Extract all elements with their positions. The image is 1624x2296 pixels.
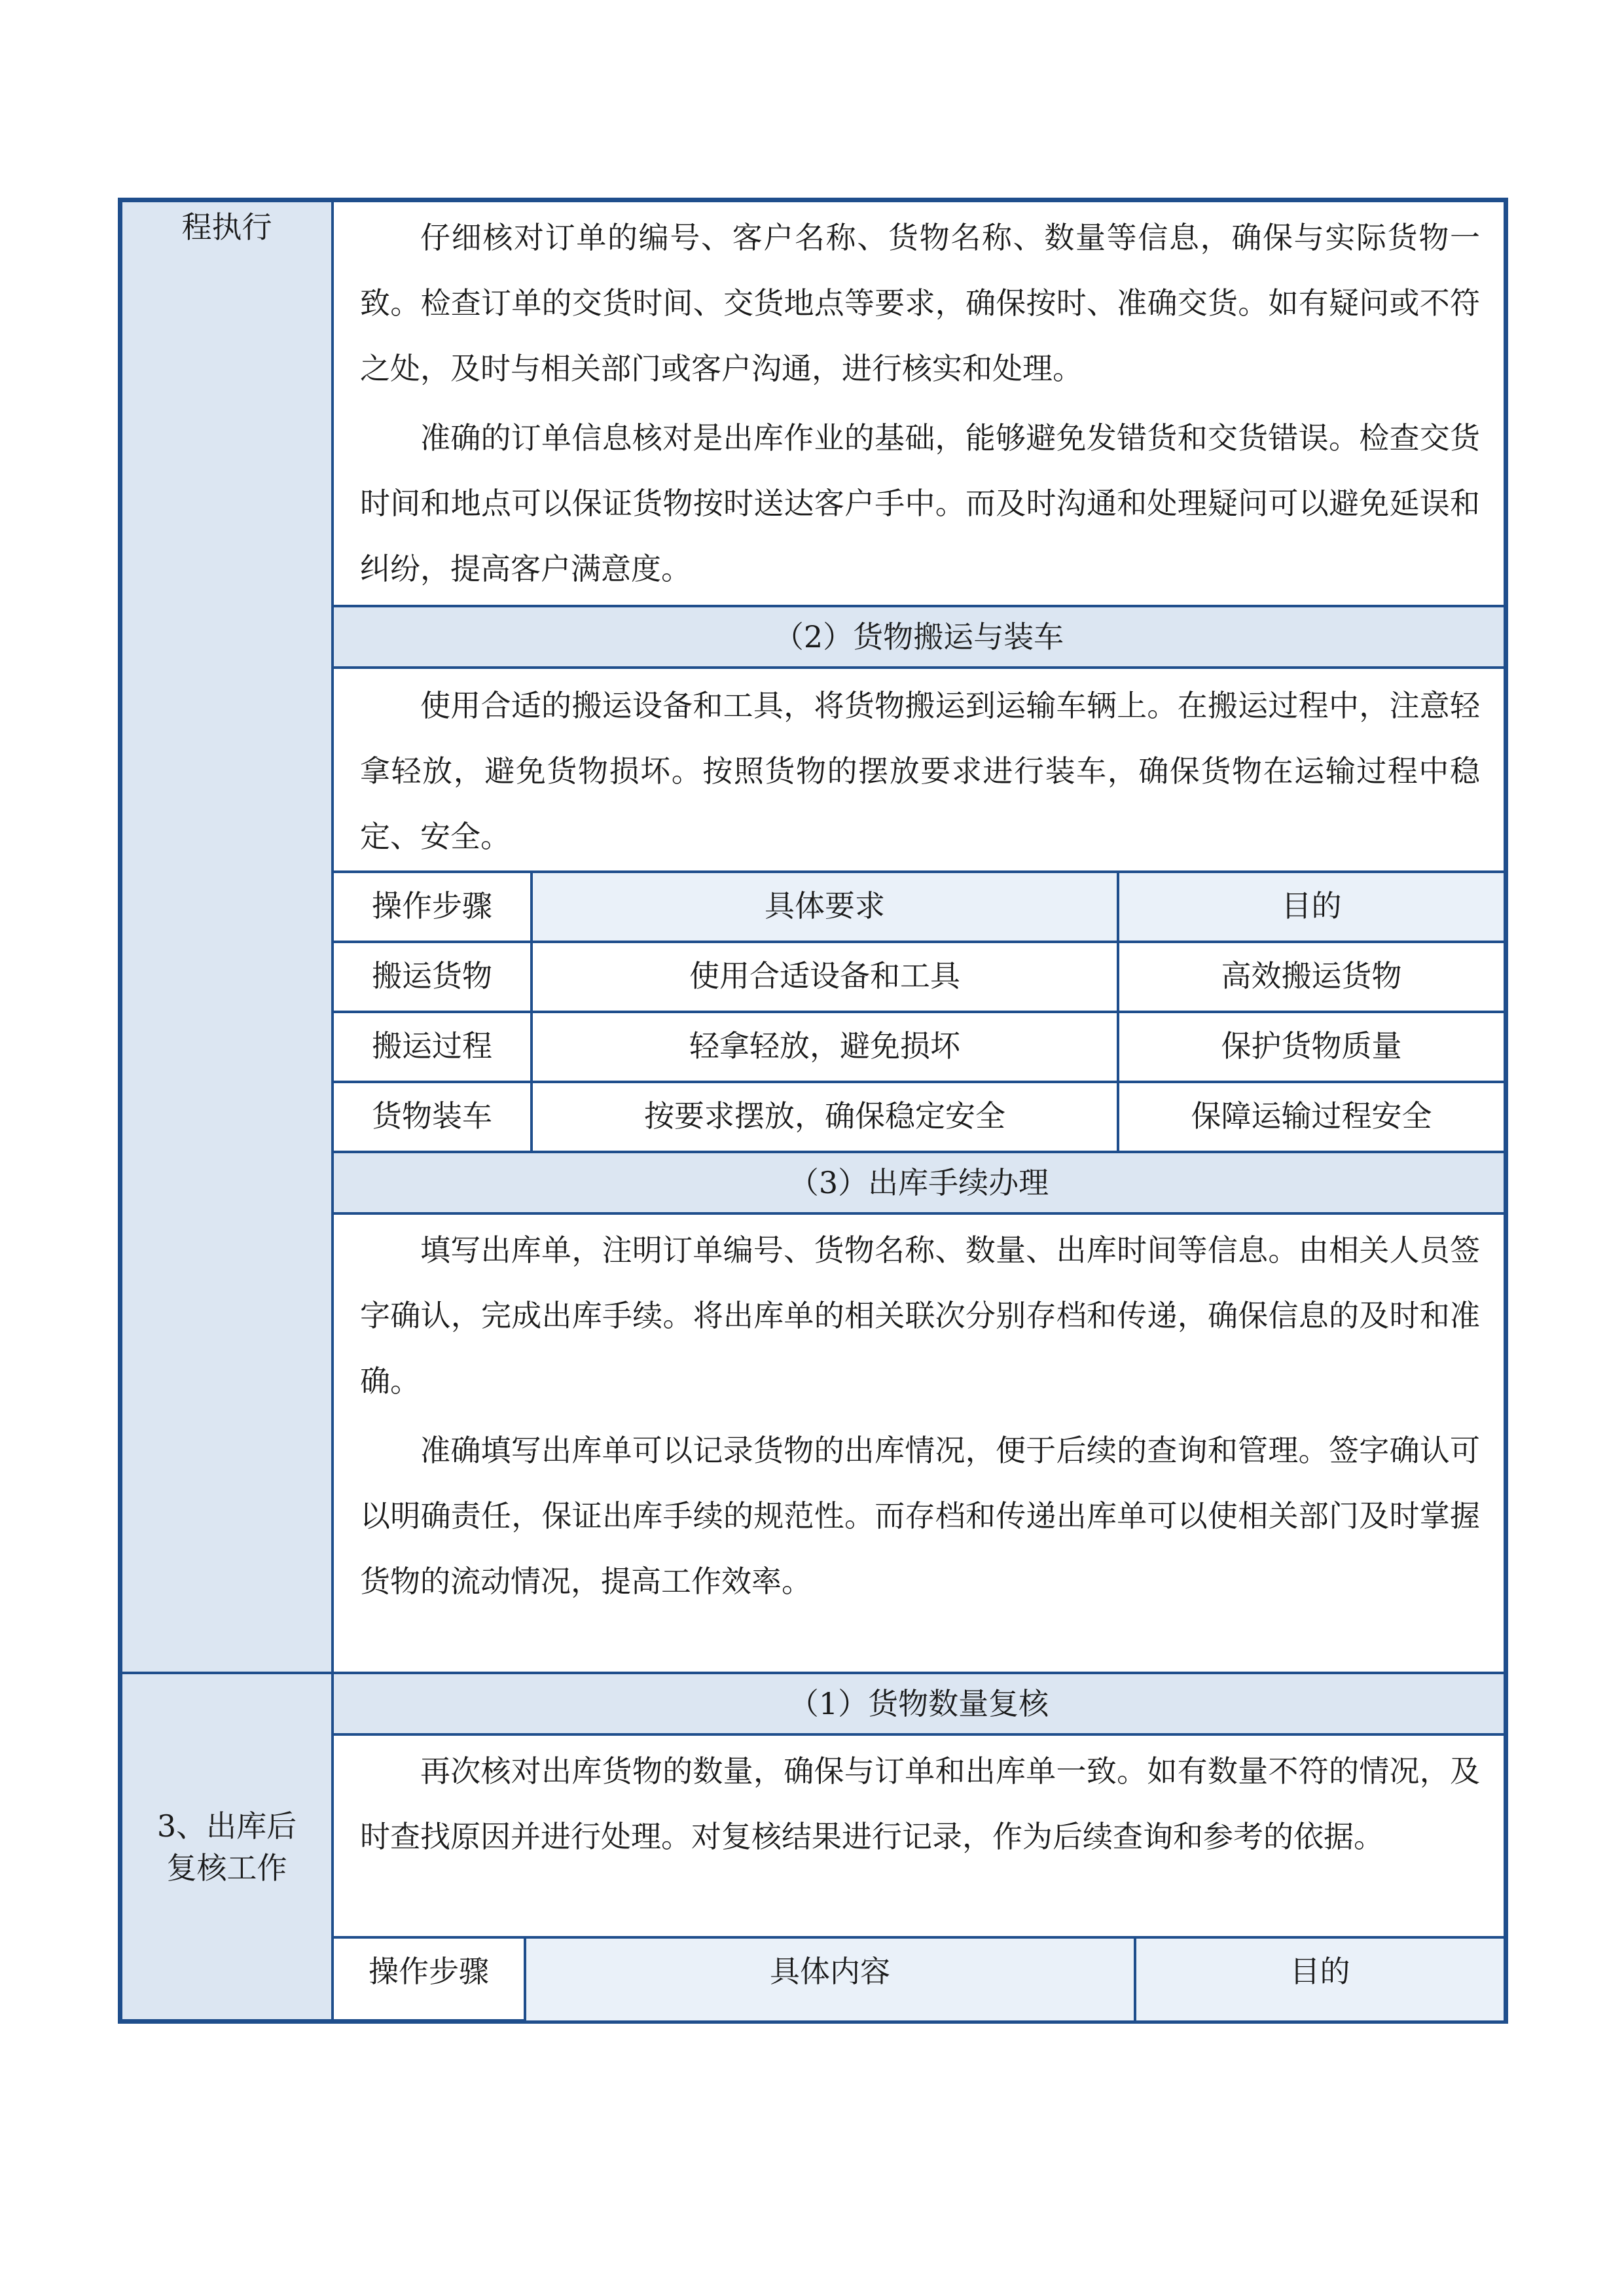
paragraph: 使用合适的搬运设备和工具，将货物搬运到运输车辆上。在搬运过程中，注意轻拿轻放，避免货物损坏。按照货物的摆放要求进行装车，确保货物在运输过程中稳定、安全。 — [360, 688, 1480, 854]
table-header-row — [334, 1937, 1504, 2020]
paragraph: 填写出库单，注明订单编号、货物名称、数量、出库时间等信息。由相关人员签字确认，完成出库手续。将出库单的相关联次分别存档和传递，确保信息的及时和准确。 — [360, 1232, 1480, 1399]
table-cell: 搬运过程 — [334, 1012, 532, 1082]
paragraph: 准确填写出库单可以记录货物的出库情况，便于后续的查询和管理。签字确认可以明确责任，保证出库手续的规范性。而存档和传递出库单可以使相关部门及时掌握货物的流动情况，提高工作效率。 — [360, 1433, 1480, 1599]
handling-table — [334, 870, 1504, 1152]
table-row — [334, 942, 1504, 1012]
order-check-block — [334, 202, 1504, 605]
table-row — [334, 1012, 1504, 1082]
table-row — [334, 1082, 1504, 1152]
table-cell: 按要求摆放，确保稳定安全 — [532, 1082, 1118, 1152]
section-label: 程执行 — [181, 209, 272, 245]
section-label-line: 3、出库后 — [156, 1808, 297, 1844]
paragraph: 仔细核对订单的编号、客户名称、货物名称、数量等信息，确保与实际货物一致。检查订单的交货时间、交货地点等要求，确保按时、准确交货。如有疑问或不符之处，及时与相关部门或客户沟通，进行核实和处理。 — [360, 220, 1480, 386]
recheck-block — [334, 1733, 1504, 1936]
content-table — [118, 198, 1508, 2024]
handling-block — [334, 666, 1504, 870]
recheck-table — [334, 1936, 1504, 2020]
table-header-row — [334, 872, 1504, 942]
section-label — [122, 1805, 331, 1889]
section-heading: （3）出库手续办理 — [334, 1151, 1504, 1212]
table-cell: 高效搬运货物 — [1118, 942, 1504, 1012]
table-cell: 货物装车 — [334, 1082, 532, 1152]
table-cell: 轻拿轻放，避免损坏 — [532, 1012, 1118, 1082]
table-header-cell: 操作步骤 — [334, 1937, 525, 2020]
table-header-cell: 具体内容 — [525, 1937, 1135, 2020]
table-header-cell: 具体要求 — [532, 872, 1118, 942]
section-label-line: 复核工作 — [166, 1850, 287, 1886]
table-cell: 保障运输过程安全 — [1118, 1082, 1504, 1152]
section-label-cell — [122, 1672, 334, 2019]
table-header-cell: 目的 — [1118, 872, 1504, 942]
paragraph: 再次核对出库货物的数量，确保与订单和出库单一致。如有数量不符的情况，及时查找原因并进行处理。对复核结果进行记录，作为后续查询和参考的依据。 — [360, 1753, 1480, 1854]
table-header-cell: 操作步骤 — [334, 872, 532, 942]
section-heading: （2）货物搬运与装车 — [334, 605, 1504, 666]
section-heading: （1）货物数量复核 — [334, 1672, 1504, 1733]
procedures-block — [334, 1212, 1504, 1672]
table-cell: 使用合适设备和工具 — [532, 942, 1118, 1012]
table-cell: 保护货物质量 — [1118, 1012, 1504, 1082]
section-label-cell — [122, 202, 334, 1672]
table-cell: 搬运货物 — [334, 942, 532, 1012]
table-header-cell: 目的 — [1135, 1937, 1504, 2020]
paragraph: 准确的订单信息核对是出库作业的基础，能够避免发错货和交货错误。检查交货时间和地点可以保证货物按时送达客户手中。而及时沟通和处理疑问可以避免延误和纠纷，提高客户满意度。 — [360, 420, 1480, 586]
